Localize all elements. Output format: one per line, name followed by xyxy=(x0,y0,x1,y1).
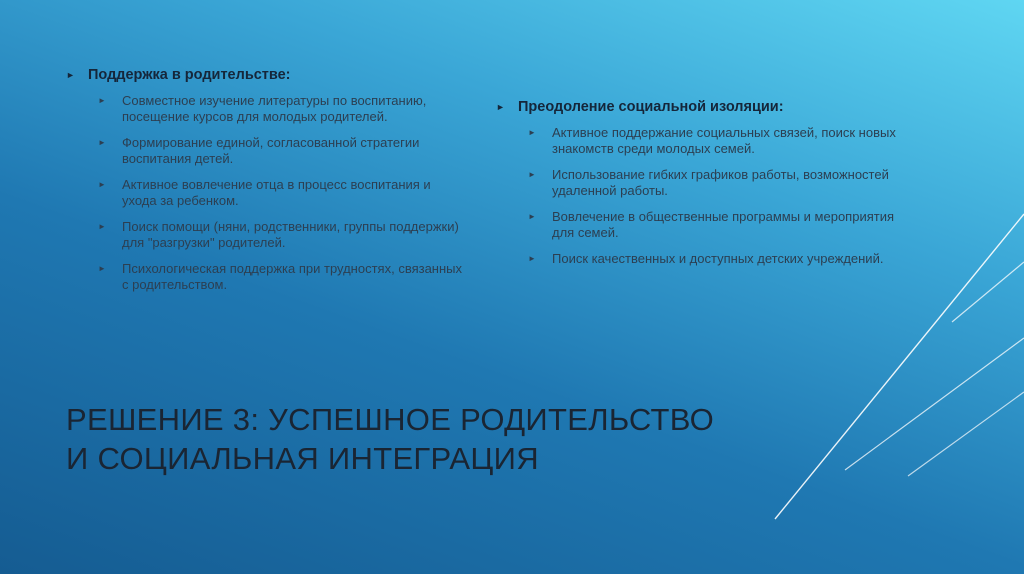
list-item-text: Вовлечение в общественные программы и мероприятия для семей. xyxy=(552,209,894,240)
right-list xyxy=(496,125,916,267)
triangle-right-icon: ► xyxy=(528,212,536,221)
list-item xyxy=(528,251,916,267)
right-heading-text: Преодоление социальной изоляции: xyxy=(518,99,784,115)
list-item xyxy=(528,209,916,240)
list-item-text: Использование гибких графиков работы, возможностей удаленной работы. xyxy=(552,167,889,198)
slide-title xyxy=(66,400,826,478)
triangle-right-icon: ► xyxy=(496,102,505,112)
slide-title-line-2: И СОЦИАЛЬНАЯ ИНТЕГРАЦИЯ xyxy=(66,441,539,476)
triangle-right-icon: ► xyxy=(98,138,106,147)
deco-line-upper xyxy=(952,262,1024,322)
slide-title-line-1: РЕШЕНИЕ 3: УСПЕШНОЕ РОДИТЕЛЬСТВО xyxy=(66,402,715,437)
list-item-text: Психологическая поддержка при трудностях, связанных с родительством. xyxy=(122,261,463,292)
list-item-text: Активное вовлечение отца в процесс воспитания и ухода за ребенком. xyxy=(122,177,431,208)
triangle-right-icon: ► xyxy=(528,254,536,263)
list-item xyxy=(528,125,916,156)
list-item xyxy=(528,167,916,198)
triangle-right-icon: ► xyxy=(98,264,106,273)
list-item xyxy=(98,219,466,250)
deco-line-middle xyxy=(845,338,1024,470)
triangle-right-icon: ► xyxy=(528,170,536,179)
left-heading xyxy=(66,67,466,84)
list-item-text: Совместное изучение литературы по воспитанию, посещение курсов для молодых родителей. xyxy=(122,93,427,124)
list-item xyxy=(98,93,466,124)
left-column xyxy=(66,67,466,303)
triangle-right-icon: ► xyxy=(66,70,75,80)
list-item xyxy=(98,177,466,208)
triangle-right-icon: ► xyxy=(528,128,536,137)
left-list xyxy=(66,93,466,292)
list-item-text: Поиск качественных и доступных детских учреждений. xyxy=(552,251,884,266)
list-item-text: Поиск помощи (няни, родственники, группы поддержки) для "разгрузки" родителей. xyxy=(122,219,459,250)
triangle-right-icon: ► xyxy=(98,222,106,231)
list-item xyxy=(98,135,466,166)
right-column xyxy=(496,99,916,278)
list-item-text: Активное поддержание социальных связей, поиск новых знакомств среди молодых семей. xyxy=(552,125,896,156)
right-heading xyxy=(496,99,916,116)
deco-line-lower xyxy=(908,392,1024,476)
list-item-text: Формирование единой, согласованной стратегии воспитания детей. xyxy=(122,135,420,166)
list-item xyxy=(98,261,466,292)
triangle-right-icon: ► xyxy=(98,180,106,189)
left-heading-text: Поддержка в родительстве: xyxy=(88,67,291,83)
triangle-right-icon: ► xyxy=(98,96,106,105)
